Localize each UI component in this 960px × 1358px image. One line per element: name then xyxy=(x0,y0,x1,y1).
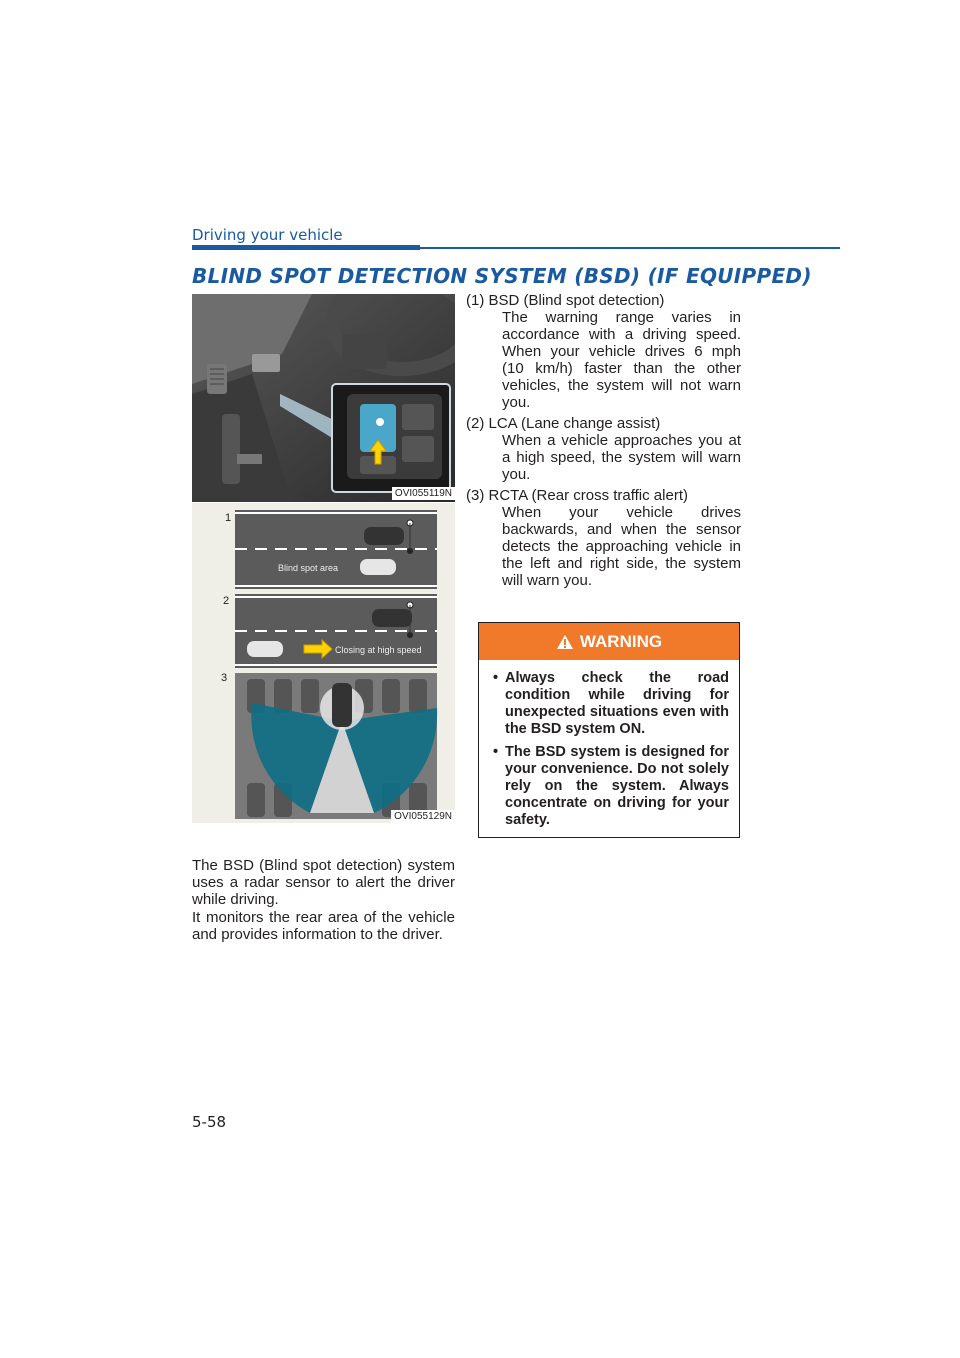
warning-item: • Always check the road condition while driving for unexpected situations even with the BSD system ON. xyxy=(493,670,729,737)
list-item-title: (1) BSD (Blind spot detection) xyxy=(466,292,665,309)
label-blind-spot-area: Blind spot area xyxy=(278,563,339,573)
list-item xyxy=(466,292,741,411)
list-item-desc: When a vehicle approaches you at a high speed, the system will warn you. xyxy=(502,432,741,483)
list-item-desc: When your vehicle drives backwards, and when the sensor detects the approaching vehicle in the left and right side, the system will warn you. xyxy=(502,504,741,589)
label-closing-high-speed: Closing at high speed xyxy=(335,645,422,655)
marker-2: 2 xyxy=(223,595,230,607)
list-item-title: (2) LCA (Lane change assist) xyxy=(466,415,661,432)
warning-header xyxy=(479,623,739,660)
header-rule-thin xyxy=(420,247,840,249)
marker-1: 1 xyxy=(225,512,232,524)
warning-triangle-icon xyxy=(556,634,574,650)
warning-box xyxy=(478,622,740,838)
list-item xyxy=(466,415,741,483)
page-number: 5-58 xyxy=(192,1113,227,1131)
list-item-desc: The warning range varies in accordance with a driving speed. When your vehicle drives 6 mph (10 km/h) faster than the other vehicles, the system will not warn you. xyxy=(502,309,741,411)
figure-code: OVI055129N xyxy=(391,810,455,823)
header-rule-thick xyxy=(192,245,420,250)
intro-paragraph-1: The BSD (Blind spot detection) system uses a radar sensor to alert the driver while driving. xyxy=(192,857,455,908)
figure-dashboard xyxy=(192,294,455,502)
list-item xyxy=(466,487,741,589)
bullet-icon: • xyxy=(493,744,499,760)
intro-paragraph-2: It monitors the rear area of the vehicle and provides information to the driver. xyxy=(192,909,455,943)
feature-list xyxy=(466,292,741,589)
bullet-icon: • xyxy=(493,670,499,686)
warning-item: • The BSD system is designed for your convenience. Do not solely rely on the system. Always concentrate on driving for your safety. xyxy=(493,744,729,828)
bsd-diagram xyxy=(192,503,455,823)
figure-code: OVI055119N xyxy=(392,487,455,500)
dashboard-illustration xyxy=(192,294,455,502)
section-label: Driving your vehicle xyxy=(192,226,343,244)
figure-bsd-diagram xyxy=(192,503,455,823)
list-item-title: (3) RCTA (Rear cross traffic alert) xyxy=(466,487,688,504)
marker-3: 3 xyxy=(221,672,228,684)
page-title: BLIND SPOT DETECTION SYSTEM (BSD) (IF EQUIPPED) xyxy=(192,264,812,288)
warning-title: WARNING xyxy=(579,631,663,651)
